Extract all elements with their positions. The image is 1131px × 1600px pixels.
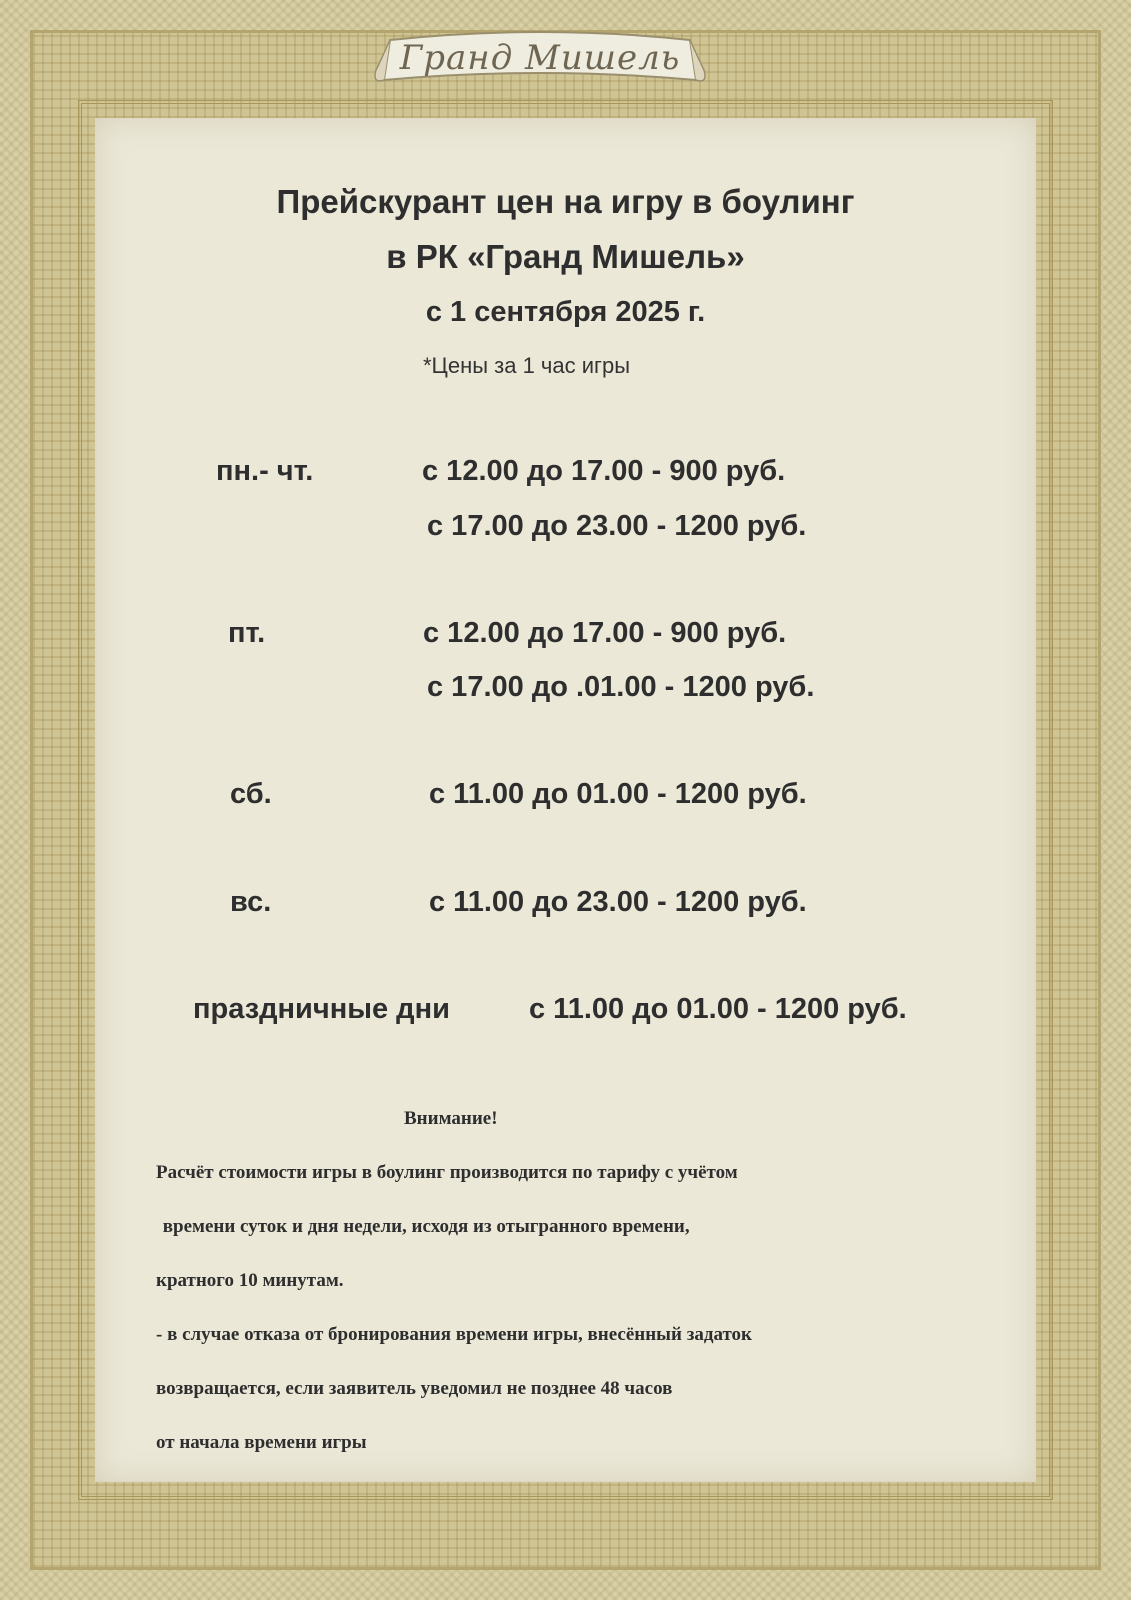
attention-line: возвращается, если заявитель уведомил не позднее 48 часов: [156, 1378, 673, 1399]
page-title: Прейскурант цен на игру в боулинг: [276, 183, 855, 220]
price-line: с 12.00 до 17.00 - 900 руб.: [423, 617, 787, 649]
attention-line: Расчёт стоимости игры в боулинг производится по тарифу с учётом: [156, 1162, 738, 1183]
price-line: с 11.00 до 01.00 - 1200 руб.: [529, 993, 907, 1025]
price-line: с 11.00 до 23.00 - 1200 руб.: [429, 886, 807, 918]
price-line: с 17.00 до .01.00 - 1200 руб.: [427, 671, 815, 703]
effective-date: с 1 сентября 2025 г.: [425, 296, 706, 328]
attention-line: кратного 10 минутам.: [156, 1270, 344, 1291]
day-label-sat: сб.: [230, 778, 272, 810]
attention-line: от начала времени игры: [156, 1432, 367, 1453]
logo-text: Гранд Мишель: [399, 38, 681, 78]
logo-banner: [370, 22, 710, 92]
attention-line: - в случае отказа от бронирования времени игры, внесённый задаток: [156, 1324, 752, 1345]
day-label-holidays: праздничные дни: [193, 993, 450, 1025]
page-subtitle: в РК «Гранд Мишель»: [386, 238, 745, 275]
price-line: с 12.00 до 17.00 - 900 руб.: [422, 455, 786, 487]
price-line: с 17.00 до 23.00 - 1200 руб.: [427, 510, 807, 542]
price-note: *Цены за 1 час игры: [423, 353, 631, 378]
attention-title: Внимание!: [404, 1108, 498, 1129]
day-label-sun: вс.: [230, 886, 272, 918]
day-label-mon-thu: пн.- чт.: [216, 455, 314, 487]
day-label-fri: пт.: [228, 617, 266, 649]
attention-line: времени суток и дня недели, исходя из отыгранного времени,: [158, 1216, 690, 1237]
price-line: с 11.00 до 01.00 - 1200 руб.: [429, 778, 807, 810]
